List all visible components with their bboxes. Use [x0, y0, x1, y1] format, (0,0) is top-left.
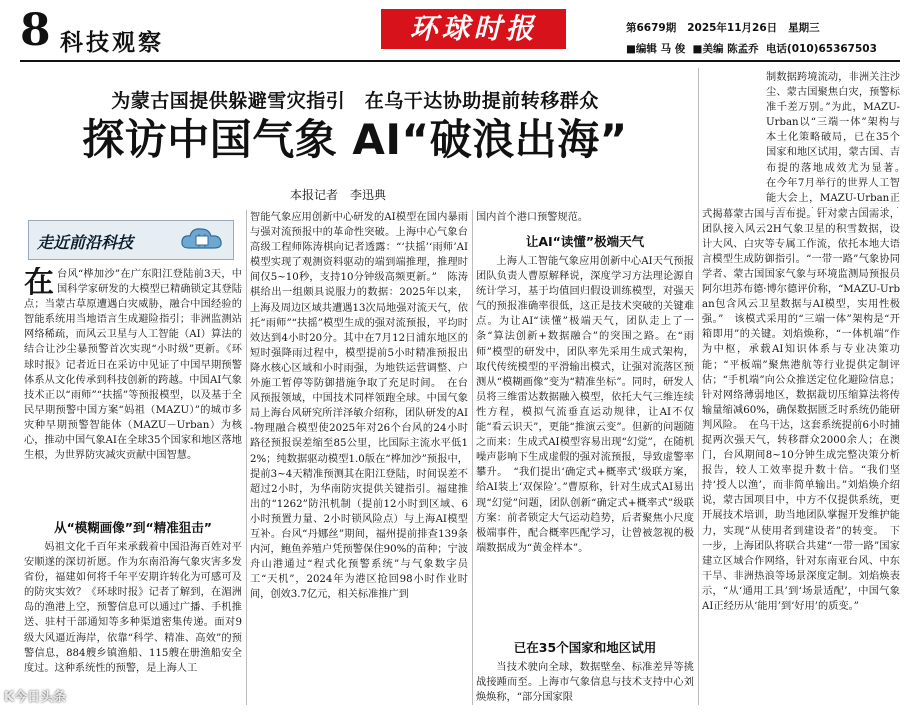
col2-text: 智能气象应用创新中心研发的AI模型在国内暴雨与强对流预报中的革命性突破。上海中心气象台高级工程师陈涛棋向记者透露：“‘扶摇’‘雨师’AI模型实现了观测资料驱动的端到端推理，推理时间仅5~10秒，支持10分钟级高频更新。” 陈涛棋给出一组颇具说服力的数据：2025年以来，上海及周边区域共遭遇13次局地强对流天气，依托“雨师”“扶摇”模型生成的强对流预报，平均时效达到4小时20分。其中在7月12日浦东地区的短时强降雨过程中，模型提前5小时精准预报出降水核心区域和小时雨强，为地铁运营调整、户外施工暂停等防御措施争取了充足时间。 在台风预报领域，中国技术同样领跑全球。中国气象局上海台风研究所洋泽敏介绍称，团队研发的AI-物理融合模型使2025年对26个台风的24小时路径预报误差缩至85公里，比国际主流水平低12%；纯数据驱动模型1.0版在“桦加沙”预报中，提前3~4天精准预测其在阳江登陆，时间误差不超过2小时，为华南防灾提供关键指引。福建推出的“1262”防汛机制（提前12小时到区域、6小时预置力量、2小时锁风险点）与上海AI模型互补。台风“丹娜丝”期间，福州提前排查139条内河，鲍鱼养殖户凭预警保住90%的苗种；宁波舟山港通过“程式化预警系统”与气象数字员工“天机”，2024年为港区抢回98小时作业时间，创效3.7亿元，相关标准推广到 [250, 212, 468, 601]
watermark: K今日头条 [4, 690, 67, 705]
col1-lead-text: 台风“桦加沙”在广东阳江登陆前3天，中国科学家研发的大模型已精确锁定其登陆点；当蒙古草原遭遇白灾威胁，融合中国经验的智能系统用当地语言生成避险指引；非洲监测站网络稀疏，而风云卫星与人工智能（AI）算法的结合让沙尘暴预警首次实现“小时级”更新。《环球时报》记者近日在采访中见证了中国早期预警体系从文化传承到科技创新的跨越。中国AI气象技术正以“雨师”“扶摇”等预报模型，以及基于全民早期预警中国方案“妈祖（MAZU）”的城市多灾种早期预警智能体（MAZU－Urban）为核心，推动中国气象AI在全球35个国家和地区落地生根，为世界防灾减灾贡献中国智慧。 [24, 269, 242, 462]
col1-tail: 妈祖文化千百年来承载着中国沿海百姓对平安顺遂的深切祈愿。作为东南沿海气象灾害多发省份，福建如何将千年平安期许转化为可感可及的防灾实效？《环球时报》记者了解到，在湄洲岛的渔港上空，预警信息可以通过广播、手机推送、驻村干部通知等多种渠道密集传递。面对9级大风逼近海岸，依靠“科学、精准、高效”的预警信息，884艘乡镇渔船、115艘在册渔船安全度过。这种系统性的预警，是上海人工 [24, 542, 242, 674]
staff-line [626, 41, 877, 56]
page-number: 8 [20, 5, 51, 56]
col-divider [698, 68, 699, 705]
subhead-ai-understands: 让AI“读懂”极端天气 [525, 234, 645, 249]
issue-date: 2025年11月26日 [687, 22, 778, 34]
col-divider [246, 210, 247, 705]
subhead-blurry-to-precise: 从“模糊画像”到“精准狙击” [54, 520, 212, 535]
column-badge [28, 220, 234, 260]
kicker: 为蒙古国提供躲避雪灾指引 在乌干达协助提前转移群众 [111, 90, 599, 112]
drop-cap: 在 [24, 267, 54, 300]
cloud-chip-icon [177, 224, 227, 256]
column-badge-label: 走近前沿科技 [37, 233, 134, 252]
col1-lead [24, 267, 242, 520]
col4-top [766, 70, 900, 208]
issue-line [626, 20, 820, 35]
col4-text: 制数据跨境流动，非洲关注沙尘、蒙古国聚焦白灾，预警标准千差万别。”为此，MAZU-Urban以“三端一体”架构与本土化策略破局，已在35个国家和地区试用，蒙古国、吉布提的落地成效尤为显著。 在今年7月举行的世界人工智能大会上，MAZU-Urban正 [766, 72, 900, 204]
masthead-rule [20, 60, 900, 62]
col4-text-lower [702, 208, 900, 706]
headline: 探访中国气象 AI“破浪出海” [82, 115, 628, 164]
issue-weekday: 星期三 [788, 22, 820, 34]
col-divider [472, 210, 473, 705]
newspaper-logo: 环球时报 [381, 9, 566, 49]
designer-credit: ■美编 陈孟乔 [692, 43, 759, 55]
subhead-35-countries: 已在35个国家和地区试用 [513, 640, 657, 655]
issue-number: 第6679期 [626, 22, 677, 34]
col3-text: 上海人工智能气象应用创新中心AI天气预报团队负责人曹原解释说，深度学习方法理论源自统计学习，基于均值回归假设训练模型，对强天气的预报准确率很低，这正是技术突破的关键难点。为让AI“读懂”极端天气，团队走上了一条“算法创新+数据融合”的突围之路。在“雨师”模型的研发中，团队率先采用生成式架构，取代传统模型的平滑输出模式，让强对流落区预测从“模糊画像”变为“精准坐标”。同时，研发人员将三维雷达数据融入模型，依托大气三维连续性方程，模拟气流垂直运动规律，让AI不仅能“看云识天”，更能“推演云变”。但新的问题随之而来：生成式AI模型容易出现“幻觉”，在随机噪声影响下生成虚假的强对流预报，导致虚警率攀升。 “我们提出‘确定式+概率式’级联方案，给AI装上‘双保险’。”曹原称，针对生成式AI易出现“幻觉”问题，团队创新“确定式+概率式”级联方案：前者锁定大气运动趋势，后者聚焦小尺度极端事件，配合概率匹配学习，让曾被忽视的极端数据成为“黄金样本”。 [476, 256, 694, 554]
editor-credit: ■编辑 马 俊 [626, 43, 686, 55]
col4-continued: 式揭幕蒙古国与吉布提。针对蒙古国需求，团队接入风云2H气象卫星的积雪数据，设计大风、白灾等专属工作流，依托本地大语言模型生成防御指引。“一带一路”气象协同学者、蒙古国国家气象与环境监测局预报员阿尔坦苏布德·博尔德评价称，“MAZU-Urban包含风云卫星数据与AI模型，实用性极强。” 该模式采用的“三端一体”架构是“开箱即用”的关键。刘焰焕称，“一体机端”作为中枢，承载AI知识体系与专业决策功能；“平板端”聚焦港航等行业提供定制评估；“手机端”向公众推送定位化避险信息；针对网络薄弱地区，数据裁切压缩算法将传输量缩减60%，确保数据匮乏时系统仍能研判风险。 在乌干达，这套系统提前6小时捕捉两次强天气，转移群众2000余人；在澳门，台风期间8~10分钟生成完整决策分析报告，较人工效率提升数十倍。“我们坚持‘授人以渔’，而非简单输出。”刘焰焕介绍说，蒙古国项目中，中方不仅提供系统，更开展技术培训，助当地团队掌握开发维护能力，实现“从使用者到建设者”的转变。 下一步，上海团队将联合共建“一带一路”国家建立区域合作网络，针对东南亚台风、中东干旱、非洲热浪等场景深度定制。刘焰焕表示，“从‘通用工具’到‘场景适配’，中国气象AI正经历从‘能用’到‘好用’的质变。” [702, 208, 900, 613]
col3-tail: 当技术驶向全球，数据壁垒、标准差异等挑战接踵而至。上海市气象信息与技术支持中心刘焕焕称，“部分国家限 [476, 662, 694, 704]
contact-phone: 电话(010)65367503 [765, 43, 877, 55]
section-title: 科技观察 [60, 29, 164, 56]
col3-head: 国内首个港口预警规范。 [476, 212, 589, 223]
byline: 本报记者 李迅典 [290, 188, 387, 202]
